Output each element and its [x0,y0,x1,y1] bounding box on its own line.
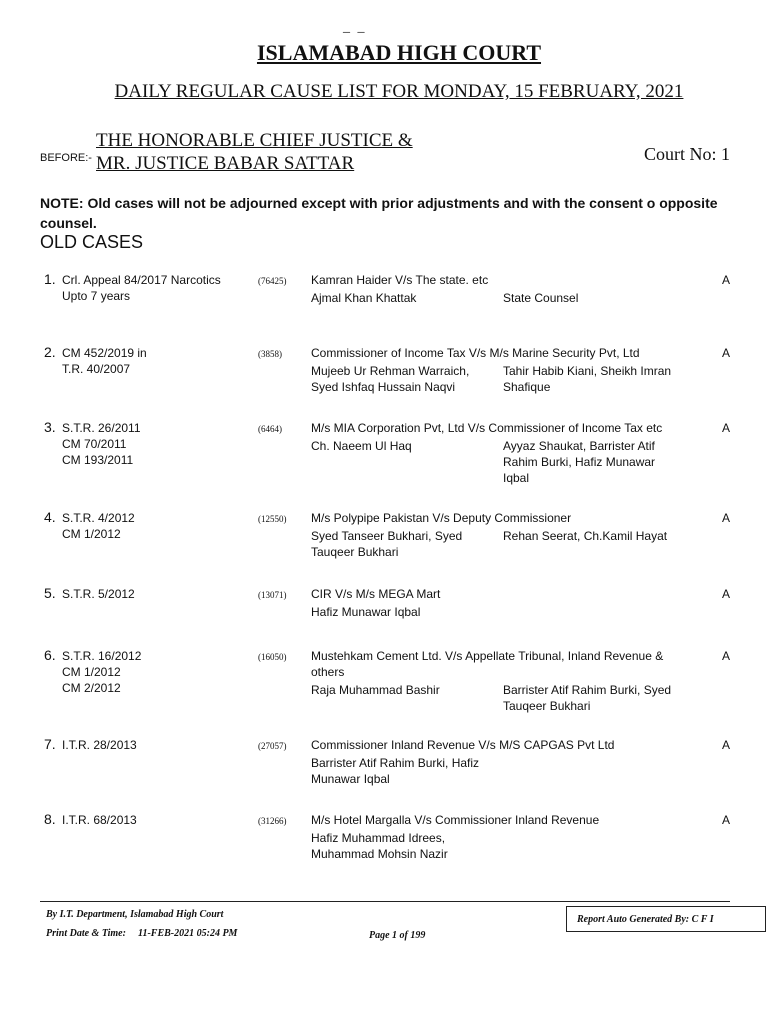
section-heading: OLD CASES [40,232,144,252]
case-serial: 5. [44,585,56,601]
advocate-line: Rehan Seerat, Ch.Kamil Hayat [503,529,668,543]
footer-department: By I.T. Department, Islamabad High Court [46,909,224,920]
respondent-advocates [503,363,693,395]
advocate-line: Hafiz Munawar Iqbal [311,605,421,619]
advocate-line: Syed Tanseer Bukhari, Syed [311,529,463,543]
petitioner-advocates [311,363,499,395]
case-reference: (6464) [258,424,282,434]
respondent-advocates [503,682,693,714]
case-number-line: Crl. Appeal 84/2017 Narcotics [62,273,221,287]
case-side-marker: A [722,813,731,827]
case-title-line: others [311,665,345,679]
case-number-line: I.T.R. 28/2013 [62,738,137,752]
petitioner-advocates [311,528,499,560]
advocate-line: Ayyaz Shaukat, Barrister Atif [503,439,655,453]
case-title [311,420,691,436]
case-number-line: CM 70/2011 [62,437,127,451]
advocate-line: Barrister Atif Rahim Burki, Hafiz [311,756,480,770]
case-serial: 7. [44,736,56,752]
case-side-marker: A [722,649,731,663]
case-number [62,345,147,377]
case-title-line: M/s MIA Corporation Pvt, Ltd V/s Commissioner of Income Tax etc [311,421,663,435]
case-serial: 3. [44,419,56,435]
case-number [62,648,141,696]
case-number-line: CM 1/2012 [62,527,121,541]
advocate-line: Hafiz Muhammad Idrees, [311,831,446,845]
petitioner-advocates [311,438,499,454]
before-label: BEFORE:- [40,152,92,164]
case-reference: (3858) [258,349,282,359]
case-title [311,648,691,680]
advocate-line: Shafique [503,380,551,394]
advocate-line: Tahir Habib Kiani, Sheikh Imran [503,364,672,378]
case-serial: 6. [44,647,56,663]
case-serial: 1. [44,271,56,287]
respondent-advocates [503,528,693,544]
case-reference: (31266) [258,816,287,826]
advocate-line: Syed Ishfaq Hussain Naqvi [311,380,456,394]
case-number-line: CM 2/2012 [62,681,121,695]
advocate-line: Tauqeer Bukhari [503,699,591,713]
print-date-label: Print Date & Time: [46,928,126,939]
case-side-marker: A [722,273,731,287]
case-number [62,586,135,602]
cause-list-title: DAILY REGULAR CAUSE LIST FOR MONDAY, 15 FEBRUARY, 2021 [114,81,684,102]
respondent-advocates [503,438,693,486]
advocate-line: Muhammad Mohsin Nazir [311,847,448,861]
advocate-line: Raja Muhammad Bashir [311,683,440,697]
case-reference: (76425) [258,276,287,286]
petitioner-advocates [311,682,499,698]
court-name: ISLAMABAD HIGH COURT [256,40,542,65]
case-title [311,272,691,288]
advocate-line: Iqbal [503,471,530,485]
case-reference: (13071) [258,590,287,600]
case-side-marker: A [722,738,731,752]
case-serial: 4. [44,509,56,525]
advocate-line: Ch. Naeem Ul Haq [311,439,412,453]
case-number-line: I.T.R. 68/2013 [62,813,137,827]
case-number-line: CM 193/2011 [62,453,134,467]
report-generated-by: Report Auto Generated By: C F I [577,914,714,925]
judge-name-1: THE HONORABLE CHIEF JUSTICE & [96,130,413,151]
respondent-advocates [503,290,693,306]
advocate-line: Ajmal Khan Khattak [311,291,417,305]
case-title [311,737,691,753]
case-number-line: S.T.R. 4/2012 [62,511,135,525]
advocate-line: State Counsel [503,291,579,305]
case-number-line: S.T.R. 16/2012 [62,649,142,663]
petitioner-advocates [311,830,499,862]
case-reference: (16050) [258,652,287,662]
case-title [311,586,691,602]
case-title [311,812,691,828]
case-title-line: Commissioner Inland Revenue V/s M/S CAPGAS Pvt Ltd [311,738,615,752]
case-reference: (12550) [258,514,287,524]
case-title-line: Mustehkam Cement Ltd. V/s Appellate Tribunal, Inland Revenue & [311,649,664,663]
header-marks: _ _ [343,20,367,35]
footer-divider [40,901,730,902]
advocate-line: Barrister Atif Rahim Burki, Syed [503,683,672,697]
case-title-line: M/s Hotel Margalla V/s Commissioner Inland Revenue [311,813,600,827]
case-number-line: CM 1/2012 [62,665,121,679]
judge-name-2: MR. JUSTICE BABAR SATTAR [96,153,355,174]
case-title-line: M/s Polypipe Pakistan V/s Deputy Commissioner [311,511,572,525]
petitioner-advocates [311,290,499,306]
advocate-line: Mujeeb Ur Rehman Warraich, [311,364,470,378]
case-title [311,510,691,526]
print-date-value: 11-FEB-2021 05:24 PM [138,928,238,939]
case-number [62,812,137,828]
petitioner-advocates [311,755,499,787]
court-number: Court No: 1 [644,144,731,164]
case-side-marker: A [722,421,731,435]
case-reference: (27057) [258,741,287,751]
petitioner-advocates [311,604,499,620]
case-number [62,272,221,304]
case-number-line: S.T.R. 26/2011 [62,421,141,435]
case-serial: 2. [44,344,56,360]
case-side-marker: A [722,587,731,601]
case-side-marker: A [722,511,731,525]
case-number [62,737,137,753]
case-title-line: Commissioner of Income Tax V/s M/s Marine Security Pvt, Ltd [311,346,640,360]
adjournment-note: NOTE: Old cases will not be adjourned except with prior adjustments and with the consent o opposite counsel. [40,195,718,231]
case-serial: 8. [44,811,56,827]
case-number-line: S.T.R. 5/2012 [62,587,135,601]
advocate-line: Munawar Iqbal [311,772,390,786]
advocate-line: Tauqeer Bukhari [311,545,399,559]
case-side-marker: A [722,346,731,360]
page-number: Page 1 of 199 [369,930,426,941]
case-number [62,510,135,542]
case-number-line: T.R. 40/2007 [62,362,131,376]
case-number-line: Upto 7 years [62,289,131,303]
case-title [311,345,691,361]
case-number-line: CM 452/2019 in [62,346,147,360]
case-title-line: Kamran Haider V/s The state. etc [311,273,489,287]
advocate-line: Rahim Burki, Hafiz Munawar [503,455,656,469]
case-number [62,420,141,468]
case-title-line: CIR V/s M/s MEGA Mart [311,587,441,601]
